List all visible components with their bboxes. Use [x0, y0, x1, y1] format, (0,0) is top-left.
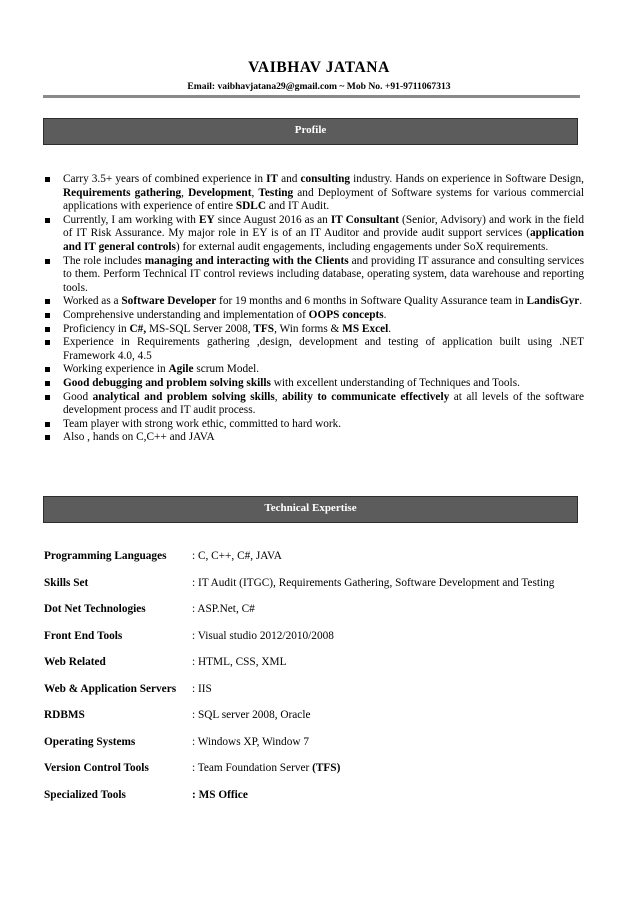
square-bullet-icon [45, 327, 50, 332]
contact-line: Email: vaibhavjatana29@gmail.com ~ Mob No. +91-9711067313 [187, 81, 451, 92]
profile-bullet-item [43, 336, 584, 363]
skill-label: Operating Systems [44, 735, 136, 748]
header-rule [43, 95, 580, 98]
bold-text-run: SDLC [235, 200, 266, 213]
bold-text-run: Requirements gathering [63, 186, 182, 199]
bold-text-run: OOPS concepts [308, 308, 384, 321]
text-run: at all levels of the software development process and IT audit process. [63, 390, 585, 417]
text-run: : Visual studio 2012/2010/2008 [192, 629, 334, 642]
text-run: and IT Audit. [265, 200, 330, 213]
text-run: Comprehensive understanding and implementation of [63, 308, 309, 321]
text-run: : HTML, CSS, XML [192, 656, 287, 668]
skill-label: Front End Tools [44, 629, 123, 642]
text-run: , Win forms & [274, 322, 343, 335]
bold-text-run: Agile [168, 363, 194, 376]
square-bullet-icon [45, 259, 50, 264]
square-bullet-icon [45, 435, 50, 440]
text-run: : Team Foundation Server [192, 762, 313, 774]
text-run: with excellent understanding of Techniques and Tools. [270, 376, 520, 389]
skill-label: RDBMS [44, 709, 85, 721]
profile-bullet-item [43, 173, 584, 214]
bold-text-run: analytical and problem solving skills [92, 390, 275, 403]
profile-bullet-item [43, 295, 584, 309]
text-run: . [579, 295, 583, 308]
skill-value [192, 789, 248, 801]
skill-value [192, 762, 340, 774]
skill-value [192, 550, 282, 562]
bold-text-run: LandisGyr [526, 295, 580, 308]
text-run: (Senior, Advisory) and work in the field of IT Risk Assurance. My major role in EY is of an IT Auditor and provide audit support services ( [63, 213, 584, 240]
skill-label: Specialized Tools [44, 788, 126, 801]
bold-text-run: C#, [129, 322, 147, 335]
text-run: The role includes [63, 254, 145, 267]
text-run: Also , hands on C,C++ and JAVA [63, 431, 215, 444]
profile-bullet-item [43, 214, 584, 255]
text-run: . [388, 322, 392, 335]
text-run: Working experience in [63, 363, 169, 376]
profile-bullet-item [43, 309, 584, 323]
skill-label: Dot Net Technologies [44, 603, 146, 615]
square-bullet-icon [45, 340, 50, 345]
bold-text-run: Software Developer [121, 295, 217, 308]
text-run: and providing IT assurance and consulting services to them. Perform Technical IT control reviews including database, operating system, data warehouse and reporting tools. [63, 254, 585, 294]
technical-section-header [43, 496, 578, 523]
text-run: since August 2016 as an [214, 213, 331, 226]
text-run: Proficiency in [63, 322, 130, 335]
skill-value [192, 656, 286, 668]
skill-label: Programming Languages [44, 550, 167, 562]
text-run: , [251, 186, 259, 199]
text-run: for 19 months and 6 months in Software Quality Assurance team in [216, 295, 527, 308]
skill-label: Web & Application Servers [44, 682, 177, 695]
text-run: : ASP.Net, C# [192, 603, 255, 615]
profile-bullet-item [43, 255, 584, 296]
text-run: Good [63, 390, 93, 403]
skill-label: Web Related [44, 656, 106, 668]
bold-text-run: Good debugging and problem solving skills [63, 376, 271, 389]
bold-text-run: : MS Office [192, 788, 248, 801]
square-bullet-icon [45, 299, 50, 304]
skill-value [192, 577, 554, 589]
text-run: : SQL server 2008, Oracle [192, 709, 311, 721]
square-bullet-icon [45, 177, 50, 182]
candidate-name: VAIBHAV JATANA [248, 59, 390, 76]
skill-value [192, 603, 255, 615]
bold-text-run: (TFS) [312, 762, 341, 774]
skill-row [44, 762, 604, 789]
profile-bullet-item [43, 363, 584, 377]
skill-value [192, 630, 334, 642]
profile-bullet-item [43, 323, 584, 337]
bold-text-run: managing and interacting with the Clients [144, 254, 349, 267]
profile-section-title: Profile [294, 124, 327, 136]
skill-row [44, 577, 604, 604]
text-run: Worked as a [63, 295, 122, 308]
skill-row [44, 683, 604, 710]
skill-label: Skills Set [44, 576, 89, 589]
square-bullet-icon [45, 422, 50, 427]
profile-bullet-item [43, 431, 584, 445]
text-run: : IT Audit (ITGC), Requirements Gathering, Software Development and Testing [192, 576, 555, 589]
bold-text-run: application and IT general controls [63, 227, 584, 253]
text-run: Currently, I am working with [63, 213, 199, 226]
skill-row [44, 630, 604, 657]
bold-text-run: Development [188, 186, 252, 199]
bold-text-run: IT [266, 173, 279, 185]
square-bullet-icon [45, 381, 50, 386]
text-run: and Deployment of Software systems for various commercial applications with experience of entire [63, 186, 584, 213]
skill-row [44, 603, 604, 630]
bold-text-run: IT Consultant [330, 213, 399, 226]
profile-bullet-list [43, 173, 584, 445]
skill-value [192, 709, 310, 721]
bold-text-run: TFS [253, 322, 275, 335]
text-run: ) for external audit engagements, including engagements under SoX requirements. [175, 240, 549, 253]
skill-row [44, 550, 604, 577]
square-bullet-icon [45, 218, 50, 223]
square-bullet-icon [45, 367, 50, 372]
text-run: , [274, 390, 283, 403]
text-run: , [181, 186, 189, 199]
text-run: scrum Model. [193, 363, 260, 376]
bold-text-run: consulting [300, 173, 351, 185]
skill-row [44, 789, 604, 816]
text-run: : C, C++, C#, JAVA [192, 550, 282, 562]
text-run: : Windows XP, Window 7 [192, 735, 309, 748]
text-run: and [278, 173, 301, 185]
bold-text-run: ability to communicate effectively [282, 390, 450, 403]
square-bullet-icon [45, 395, 50, 400]
skills-table [44, 550, 604, 815]
profile-bullet-item [43, 377, 584, 391]
text-run: : IIS [192, 682, 212, 695]
technical-section-title: Technical Expertise [264, 502, 357, 514]
text-run: Experience in Requirements gathering ,design, development and testing of application built using .NET Framework 4.0, 4.5 [63, 336, 584, 362]
skill-row [44, 656, 604, 683]
text-run: Team player with strong work ethic, committed to hard work. [63, 417, 342, 430]
profile-bullet-item [43, 418, 584, 432]
profile-bullet-item [43, 391, 584, 418]
bold-text-run: MS Excel [342, 322, 389, 335]
bold-text-run: Testing [258, 186, 294, 199]
skill-row [44, 709, 604, 736]
text-run: . [383, 308, 387, 321]
square-bullet-icon [45, 313, 50, 318]
text-run: industry. Hands on experience in Software Design, [350, 173, 584, 185]
text-run: Carry 3.5+ years of combined experience in [63, 173, 267, 185]
skill-row [44, 736, 604, 763]
skill-label: Version Control Tools [44, 762, 149, 774]
skill-value [192, 683, 212, 695]
bold-text-run: EY [198, 213, 215, 226]
profile-section-header [43, 118, 578, 145]
skill-value [192, 736, 309, 748]
text-run: MS-SQL Server 2008, [146, 322, 254, 335]
